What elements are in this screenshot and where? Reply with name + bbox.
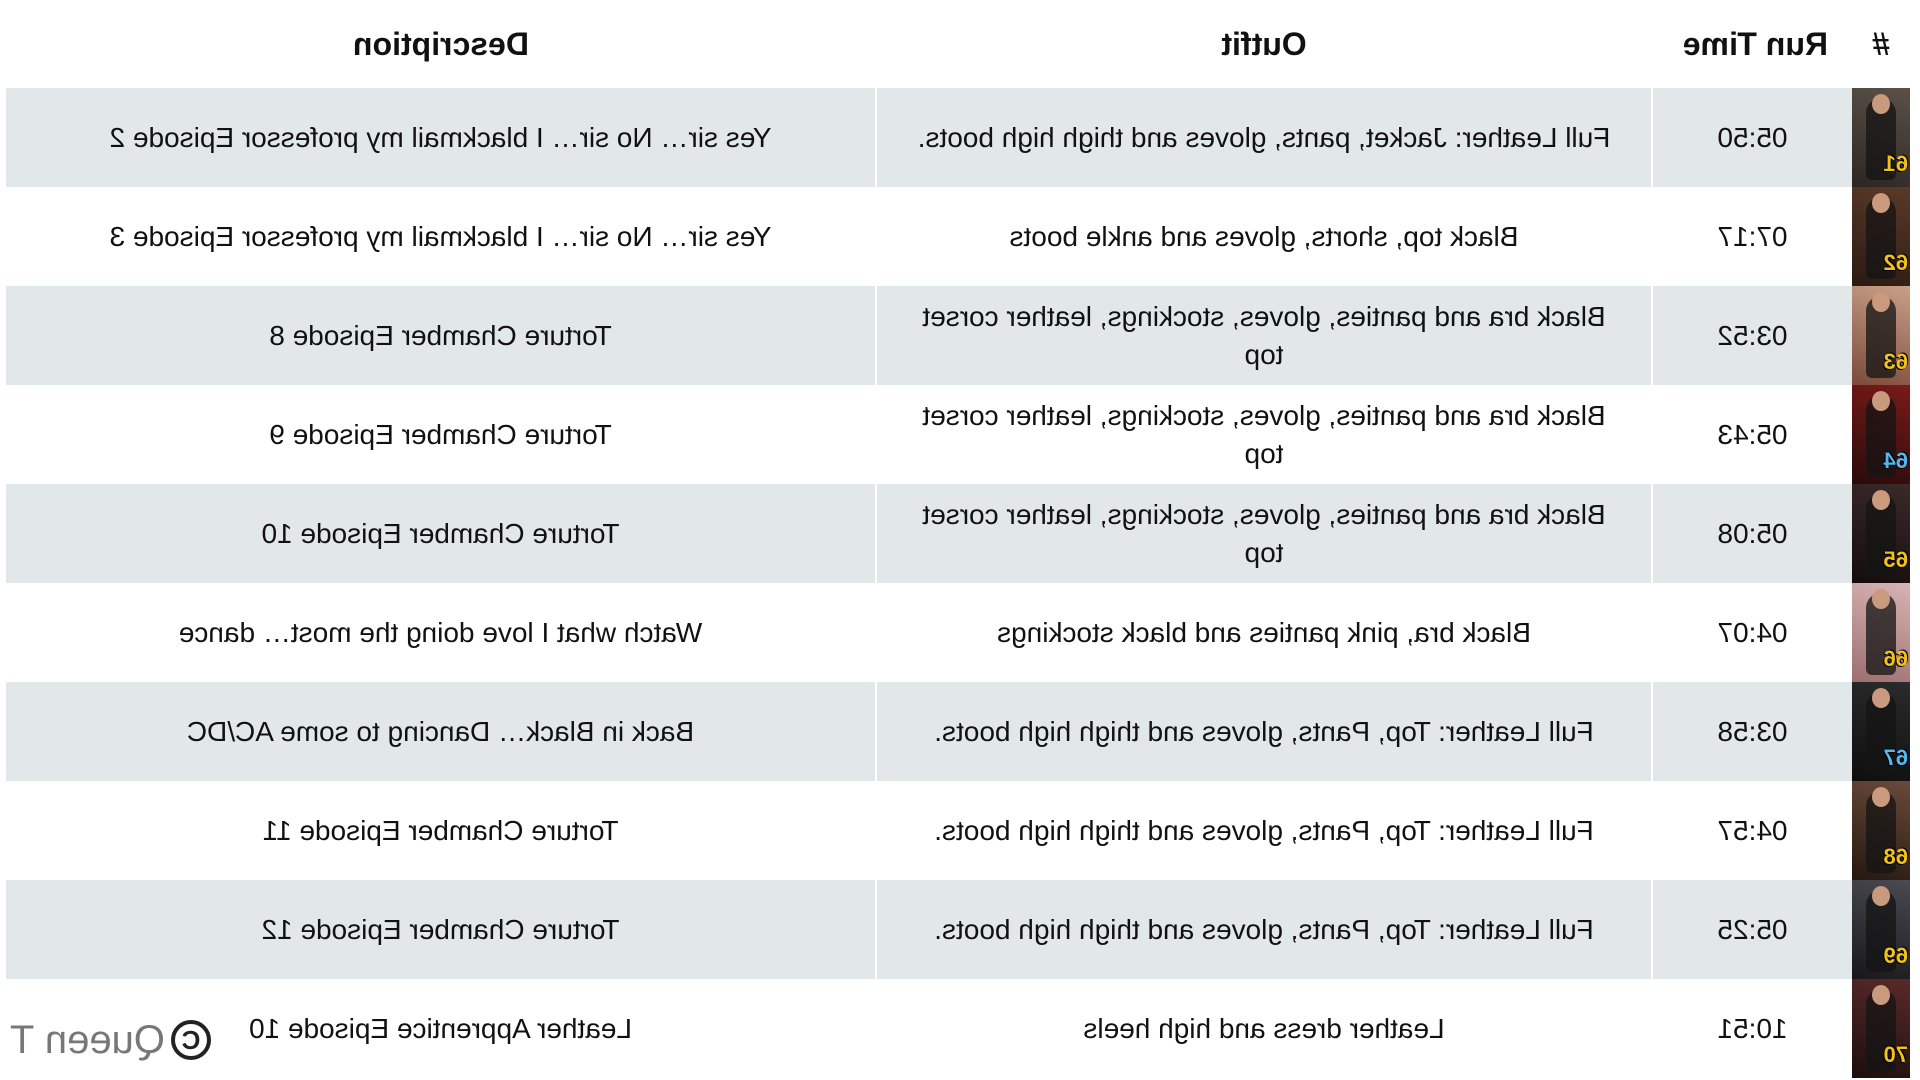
episode-number: 70 <box>1883 1042 1908 1067</box>
table-row <box>6 781 1910 880</box>
episodes-table <box>6 0 1910 1078</box>
thumbnail-image <box>1852 979 1910 1078</box>
run-time-cell: 05:25 <box>1652 880 1852 979</box>
description-cell: Torture Chamber Episode 10 <box>6 484 876 583</box>
description-cell: Leather Apprentice Episode 10 <box>6 979 876 1078</box>
outfit-cell: Black bra and panties, gloves, stockings, leather corset top <box>876 484 1652 583</box>
thumbnail-image <box>1852 583 1910 682</box>
episode-number: 65 <box>1883 547 1908 572</box>
episode-number: 63 <box>1883 349 1908 374</box>
description-cell: Torture Chamber Episode 8 <box>6 286 876 385</box>
run-time-cell: 03:52 <box>1652 286 1852 385</box>
table-row <box>6 583 1910 682</box>
description-cell: Back in Black… Dancing to some AC/DC <box>6 682 876 781</box>
header-description: Description <box>352 25 530 62</box>
table-row <box>6 286 1910 385</box>
outfit-cell: Full Leather: Top, Pants, gloves and thigh high boots. <box>876 880 1652 979</box>
watermark <box>10 1012 211 1068</box>
run-time-cell: 04:57 <box>1652 781 1852 880</box>
thumbnail-image <box>1852 286 1910 385</box>
description-cell: Yes sir… No sir… I blackmail my professor Episode 3 <box>6 187 876 286</box>
table-row <box>6 187 1910 286</box>
outfit-cell: Black bra and panties, gloves, stockings, leather corset top <box>876 286 1652 385</box>
thumbnail-cell <box>1852 682 1910 781</box>
run-time-cell: 05:50 <box>1652 88 1852 187</box>
episode-number: 62 <box>1883 250 1908 275</box>
thumbnail-image <box>1852 781 1910 880</box>
header-run-time: Run Time <box>1682 25 1828 62</box>
thumbnail-cell <box>1852 187 1910 286</box>
table-header-row <box>6 0 1910 88</box>
table-row <box>6 484 1910 583</box>
thumbnail-cell <box>1852 979 1910 1078</box>
thumbnail-cell <box>1852 484 1910 583</box>
table-row <box>6 880 1910 979</box>
run-time-cell: 03:58 <box>1652 682 1852 781</box>
outfit-cell: Full Leather: Top, Pants, gloves and thigh high boots. <box>876 682 1652 781</box>
description-cell: Torture Chamber Episode 9 <box>6 385 876 484</box>
thumbnail-cell <box>1852 880 1910 979</box>
thumbnail-cell <box>1852 385 1910 484</box>
table-body <box>6 88 1910 1078</box>
episode-number: 64 <box>1883 448 1908 473</box>
header-outfit: Outfit <box>1221 25 1307 62</box>
header-number: # <box>1872 25 1890 62</box>
table-row <box>6 682 1910 781</box>
outfit-cell: Black top, shorts, gloves and ankle boots <box>876 187 1652 286</box>
thumbnail-image <box>1852 484 1910 583</box>
run-time-cell: 04:07 <box>1652 583 1852 682</box>
episode-number: 66 <box>1883 646 1908 671</box>
outfit-cell: Leather dress and high heels <box>876 979 1652 1078</box>
thumbnail-image <box>1852 682 1910 781</box>
episode-number: 67 <box>1883 745 1908 770</box>
description-cell: Watch what I love doing the most… dance <box>6 583 876 682</box>
table-row <box>6 88 1910 187</box>
description-cell: Yes sir… No sir… I blackmail my professor Episode 2 <box>6 88 876 187</box>
thumbnail-cell <box>1852 781 1910 880</box>
copyright-icon: C <box>171 1020 211 1060</box>
episode-number: 68 <box>1883 844 1908 869</box>
thumbnail-cell <box>1852 583 1910 682</box>
thumbnail-cell <box>1852 88 1910 187</box>
episode-number: 69 <box>1883 943 1908 968</box>
run-time-cell: 05:08 <box>1652 484 1852 583</box>
outfit-cell: Full Leather: Top, Pants, gloves and thigh high boots. <box>876 781 1652 880</box>
outfit-cell: Full Leather: Jacket, pants, gloves and thigh high boots. <box>876 88 1652 187</box>
table-row <box>6 979 1910 1078</box>
outfit-cell: Black bra and panties, gloves, stockings, leather corset top <box>876 385 1652 484</box>
run-time-cell: 07:17 <box>1652 187 1852 286</box>
description-cell: Torture Chamber Episode 12 <box>6 880 876 979</box>
run-time-cell: 05:43 <box>1652 385 1852 484</box>
thumbnail-image <box>1852 880 1910 979</box>
thumbnail-image <box>1852 187 1910 286</box>
thumbnail-image <box>1852 385 1910 484</box>
description-cell: Torture Chamber Episode 11 <box>6 781 876 880</box>
episode-number: 61 <box>1883 151 1908 176</box>
thumbnail-cell <box>1852 286 1910 385</box>
run-time-cell: 10:51 <box>1652 979 1852 1078</box>
table-row <box>6 385 1910 484</box>
thumbnail-image <box>1852 88 1910 187</box>
watermark-text: Queen T <box>10 1017 165 1062</box>
outfit-cell: Black bra, pink panties and black stockings <box>876 583 1652 682</box>
